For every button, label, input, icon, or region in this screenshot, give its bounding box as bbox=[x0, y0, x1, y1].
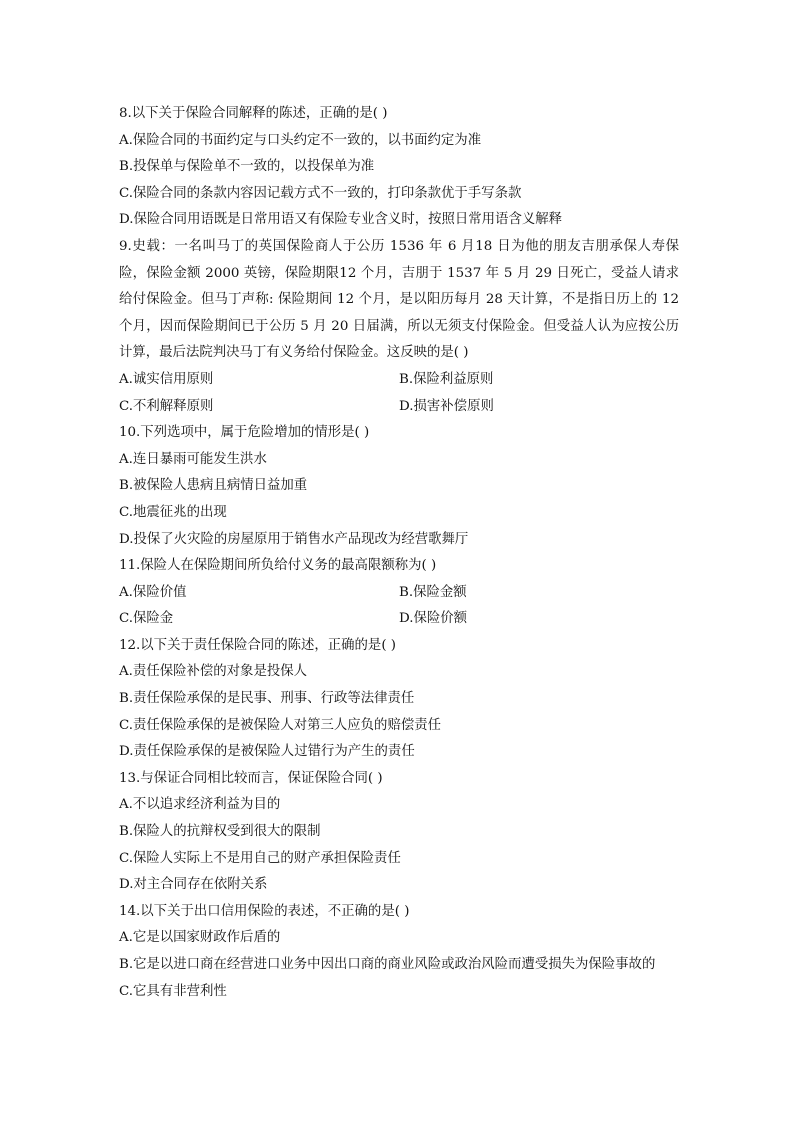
option-c: C.地震征兆的出现 bbox=[119, 504, 227, 520]
question-stem: 11.保险人在保险期间所负给付义务的最高限额称为( ) bbox=[119, 558, 437, 574]
option-b: B.投保单与保险单不一致的，以投保单为准 bbox=[119, 159, 375, 175]
option-d: D.投保了火灾险的房屋原用于销售水产品现改为经营歌舞厅 bbox=[119, 531, 469, 547]
option-b: B.保险金额 bbox=[399, 584, 467, 600]
question-9 bbox=[119, 234, 679, 420]
option-c: C.不利解释原则 bbox=[119, 398, 214, 414]
question-12 bbox=[119, 633, 679, 766]
option-row bbox=[119, 580, 679, 607]
option-d: D.责任保险承保的是被保险人过错行为产生的责任 bbox=[119, 744, 415, 760]
option-a: A.保险价值 bbox=[119, 584, 187, 600]
question-stem: 13.与保证合同相比较而言，保证保险合同( ) bbox=[119, 770, 383, 786]
option-d: D.对主合同存在依附关系 bbox=[119, 877, 268, 893]
option-d: D.损害补偿原则 bbox=[399, 398, 494, 414]
question-stem: 8.以下关于保险合同解释的陈述，正确的是( ) bbox=[119, 106, 388, 121]
option-a: A.连日暴雨可能发生洪水 bbox=[119, 451, 267, 467]
option-b: B.保险人的抗辩权受到很大的限制 bbox=[119, 824, 321, 840]
option-c: C.责任保险承保的是被保险人对第三人应负的赔偿责任 bbox=[119, 717, 442, 733]
option-c: C.保险金 bbox=[119, 611, 174, 627]
option-a: A.它是以国家财政作后盾的 bbox=[119, 930, 281, 946]
question-8 bbox=[119, 101, 679, 234]
option-row bbox=[119, 394, 679, 421]
option-a: A.不以追求经济利益为目的 bbox=[119, 797, 281, 813]
option-d: D.保险价额 bbox=[399, 611, 468, 627]
option-c: C.保险人实际上不是用自己的财产承担保险责任 bbox=[119, 850, 401, 866]
question-14 bbox=[119, 899, 679, 1005]
question-13 bbox=[119, 766, 679, 899]
option-row bbox=[119, 367, 679, 394]
question-stem: 9.史载：一名叫马丁的英国保险商人于公历 1536 年 6 月18 日为他的朋友吉朋承保人寿保险，保险金额 2000 英镑，保险期限12 个月，吉朋于 1537 年 5 月 29 日死亡，受益人请求给付保险金。但马丁声称: 保险期间 12 个月，是以阳历每月 28 天计算，不是指日历上的 12 个月，因而保险期间已于公历 5 月 20 日届满，所以无须支付保险金。但受益人认为应按公历计算，最后法院判决马丁有义务给付保险金。这反映的是( ) bbox=[119, 238, 679, 361]
option-b: B.它是以进口商在经营进口业务中因出口商的商业风险或政治风险而遭受损失为保险事故的 bbox=[119, 957, 656, 972]
option-c: C.它具有非营利性 bbox=[119, 983, 227, 999]
question-11 bbox=[119, 553, 679, 633]
option-c: C.保险合同的条款内容因记载方式不一致的，打印条款优于手写条款 bbox=[119, 185, 522, 201]
option-b: B.保险利益原则 bbox=[399, 371, 494, 387]
option-row bbox=[119, 606, 679, 633]
question-10 bbox=[119, 420, 679, 553]
option-d: D.保险合同用语既是日常用语又有保险专业含义时，按照日常用语含义解释 bbox=[119, 212, 563, 228]
question-stem: 14.以下关于出口信用保险的表述，不正确的是( ) bbox=[119, 903, 410, 919]
question-stem: 12.以下关于责任保险合同的陈述，正确的是( ) bbox=[119, 637, 397, 653]
question-stem: 10.下列选项中，属于危险增加的情形是( ) bbox=[119, 425, 370, 441]
option-a: A.责任保险补偿的对象是投保人 bbox=[119, 664, 308, 680]
question-list bbox=[119, 101, 679, 1005]
option-a: A.保险合同的书面约定与口头约定不一致的，以书面约定为准 bbox=[119, 132, 482, 148]
option-b: B.被保险人患病且病情日益加重 bbox=[119, 478, 308, 494]
option-a: A.诚实信用原则 bbox=[119, 371, 214, 387]
option-b: B.责任保险承保的是民事、刑事、行政等法律责任 bbox=[119, 691, 415, 707]
